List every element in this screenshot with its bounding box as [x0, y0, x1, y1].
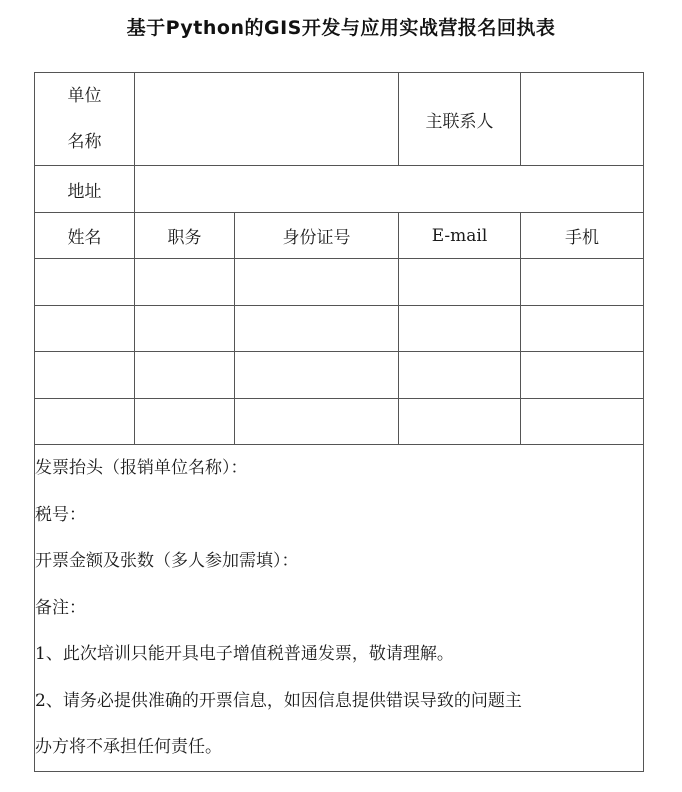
participant-id-cell[interactable]: [235, 399, 399, 445]
unit-name-field[interactable]: [135, 73, 399, 166]
header-mobile: 手机: [521, 213, 644, 259]
participant-position-cell[interactable]: [135, 352, 235, 399]
participant-mobile-cell[interactable]: [521, 306, 644, 352]
unit-row: [35, 73, 644, 166]
header-name: 姓名: [35, 213, 135, 259]
participant-email-cell[interactable]: [399, 306, 521, 352]
remarks-line[interactable]: 备注：: [35, 597, 86, 618]
main-contact-field[interactable]: [521, 73, 644, 166]
unit-name-label-line2: 名称: [67, 132, 102, 152]
invoice-amount-line[interactable]: 开票金额及张数（多人参加需填）：: [35, 551, 299, 571]
participants-header-row: [35, 213, 644, 259]
participant-email-cell[interactable]: [399, 399, 521, 445]
address-field[interactable]: [135, 166, 644, 213]
participant-name-cell[interactable]: [35, 259, 135, 306]
participant-mobile-cell[interactable]: [521, 352, 644, 399]
notes-section: [35, 445, 644, 772]
participant-name-cell[interactable]: [35, 306, 135, 352]
main-contact-label: 主联系人: [399, 73, 521, 166]
participant-email-cell[interactable]: [399, 352, 521, 399]
tax-id-line[interactable]: 税号：: [35, 504, 86, 525]
participant-mobile-cell[interactable]: [521, 259, 644, 306]
notes-row: [35, 445, 644, 772]
header-id-number: 身份证号: [235, 213, 399, 259]
participant-position-cell[interactable]: [135, 306, 235, 352]
header-position: 职务: [135, 213, 235, 259]
header-email: E-mail: [399, 213, 521, 259]
note-2-line1: 2、请务必提供准确的开票信息，如因信息提供错误导致的问题主: [35, 690, 522, 711]
participant-position-cell[interactable]: [135, 259, 235, 306]
participant-mobile-cell[interactable]: [521, 399, 644, 445]
participant-name-cell[interactable]: [35, 399, 135, 445]
address-row: [35, 166, 644, 213]
participant-row: [35, 352, 644, 399]
note-1: 1、此次培训只能开具电子增值税普通发票，敬请理解。: [35, 644, 454, 664]
unit-name-label: [35, 73, 135, 166]
participant-row: [35, 259, 644, 306]
participant-id-cell[interactable]: [235, 306, 399, 352]
participant-email-cell[interactable]: [399, 259, 521, 306]
registration-form-table: [34, 72, 644, 772]
participant-position-cell[interactable]: [135, 399, 235, 445]
participant-id-cell[interactable]: [235, 259, 399, 306]
participant-row: [35, 306, 644, 352]
note-2-line2: 办方将不承担任何责任。: [35, 737, 222, 757]
form-title: 基于Python的GIS开发与应用实战营报名回执表: [126, 17, 556, 39]
unit-name-label-line1: 单位: [67, 86, 102, 106]
invoice-title-line[interactable]: 发票抬头（报销单位名称）：: [35, 458, 248, 478]
participant-row: [35, 399, 644, 445]
participant-name-cell[interactable]: [35, 352, 135, 399]
participant-id-cell[interactable]: [235, 352, 399, 399]
address-label: 地址: [35, 166, 135, 213]
